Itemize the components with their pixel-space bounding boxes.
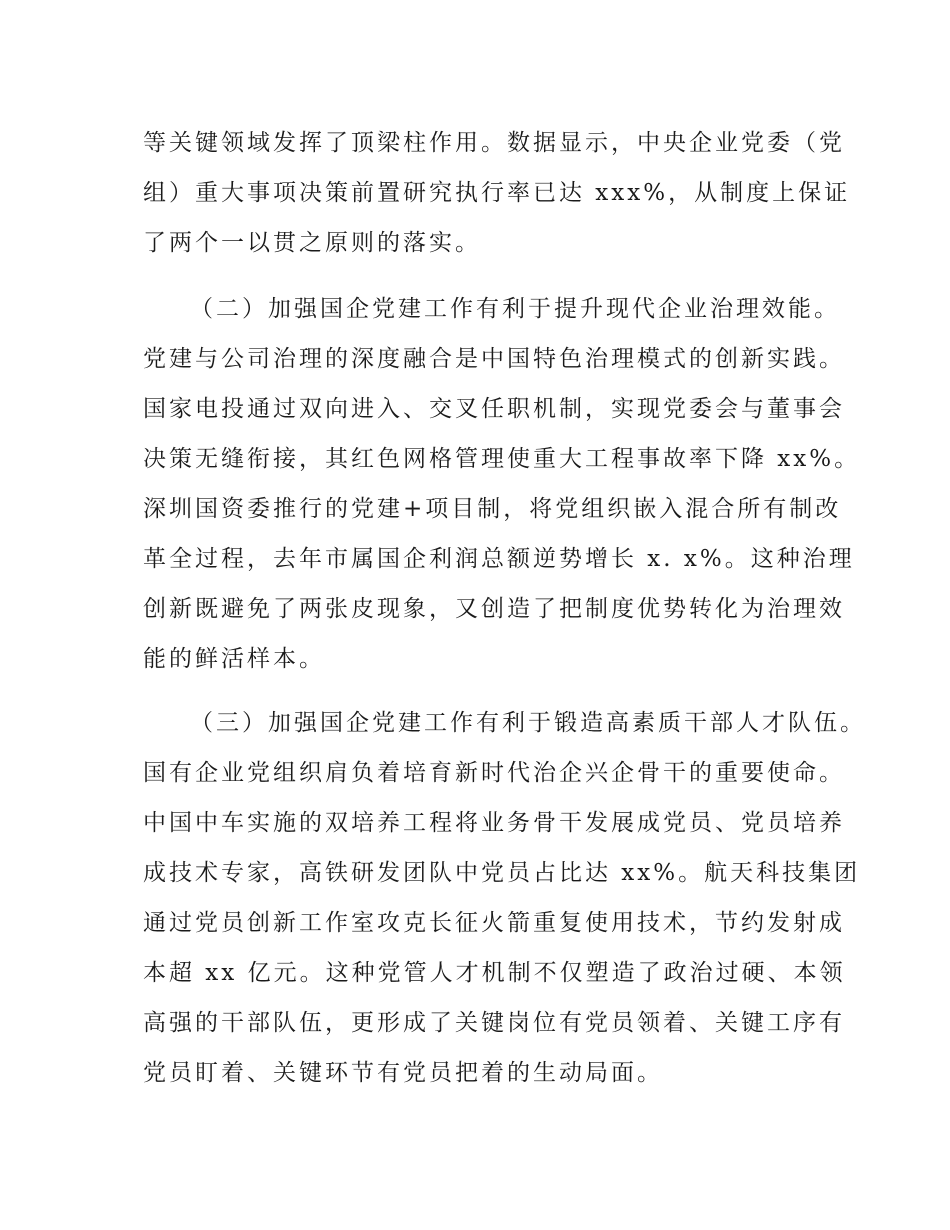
paragraph-2-line-6: 革全过程，去年市属国企利润总额逆势增长 x. x%。这种治理 [143, 546, 855, 572]
paragraph-2-heading: （二）加强国企党建工作有利于提升现代企业治理效能。 [190, 296, 840, 322]
paragraph-1-line-3: 了两个一以贯之原则的落实。 [143, 230, 481, 256]
paragraph-3-line-7: 高强的干部队伍，更形成了关键岗位有党员领着、关键工序有 [143, 1010, 845, 1036]
paragraph-2-line-4: 决策无缝衔接，其红色网格管理使重大工程事故率下降 xx%。 [143, 446, 861, 472]
paragraph-3-line-2: 国有企业党组织肩负着培育新时代治企兴企骨干的重要使命。 [143, 760, 845, 786]
paragraph-3-heading: （三）加强国企党建工作有利于锻造高素质干部人才队伍。 [190, 710, 866, 736]
paragraph-1-line-1: 等关键领域发挥了顶梁柱作用。数据显示，中央企业党委（党 [143, 130, 845, 156]
paragraph-2-line-3: 国家电投通过双向进入、交叉任职机制，实现党委会与董事会 [143, 396, 845, 422]
paragraph-2-line-7: 创新既避免了两张皮现象，又创造了把制度优势转化为治理效 [143, 596, 845, 622]
paragraph-3-line-3: 中国中车实施的双培养工程将业务骨干发展成党员、党员培养 [143, 810, 845, 836]
paragraph-3-line-4: 成技术专家，高铁研发团队中党员占比达 xx%。航天科技集团 [143, 860, 861, 886]
paragraph-2-line-2: 党建与公司治理的深度融合是中国特色治理模式的创新实践。 [143, 346, 845, 372]
paragraph-2-line-8: 能的鲜活样本。 [143, 646, 325, 672]
paragraph-2-line-5: 深圳国资委推行的党建+项目制，将党组织嵌入混合所有制改 [143, 496, 842, 522]
paragraph-3-line-6: 本超 xx 亿元。这种党管人才机制不仅塑造了政治过硬、本领 [143, 960, 846, 986]
paragraph-1-line-2: 组）重大事项决策前置研究执行率已达 xxx%，从制度上保证 [143, 180, 851, 206]
paragraph-3-line-8: 党员盯着、关键环节有党员把着的生动局面。 [143, 1060, 663, 1086]
paragraph-3-line-5: 通过党员创新工作室攻克长征火箭重复使用技术，节约发射成 [143, 910, 845, 936]
